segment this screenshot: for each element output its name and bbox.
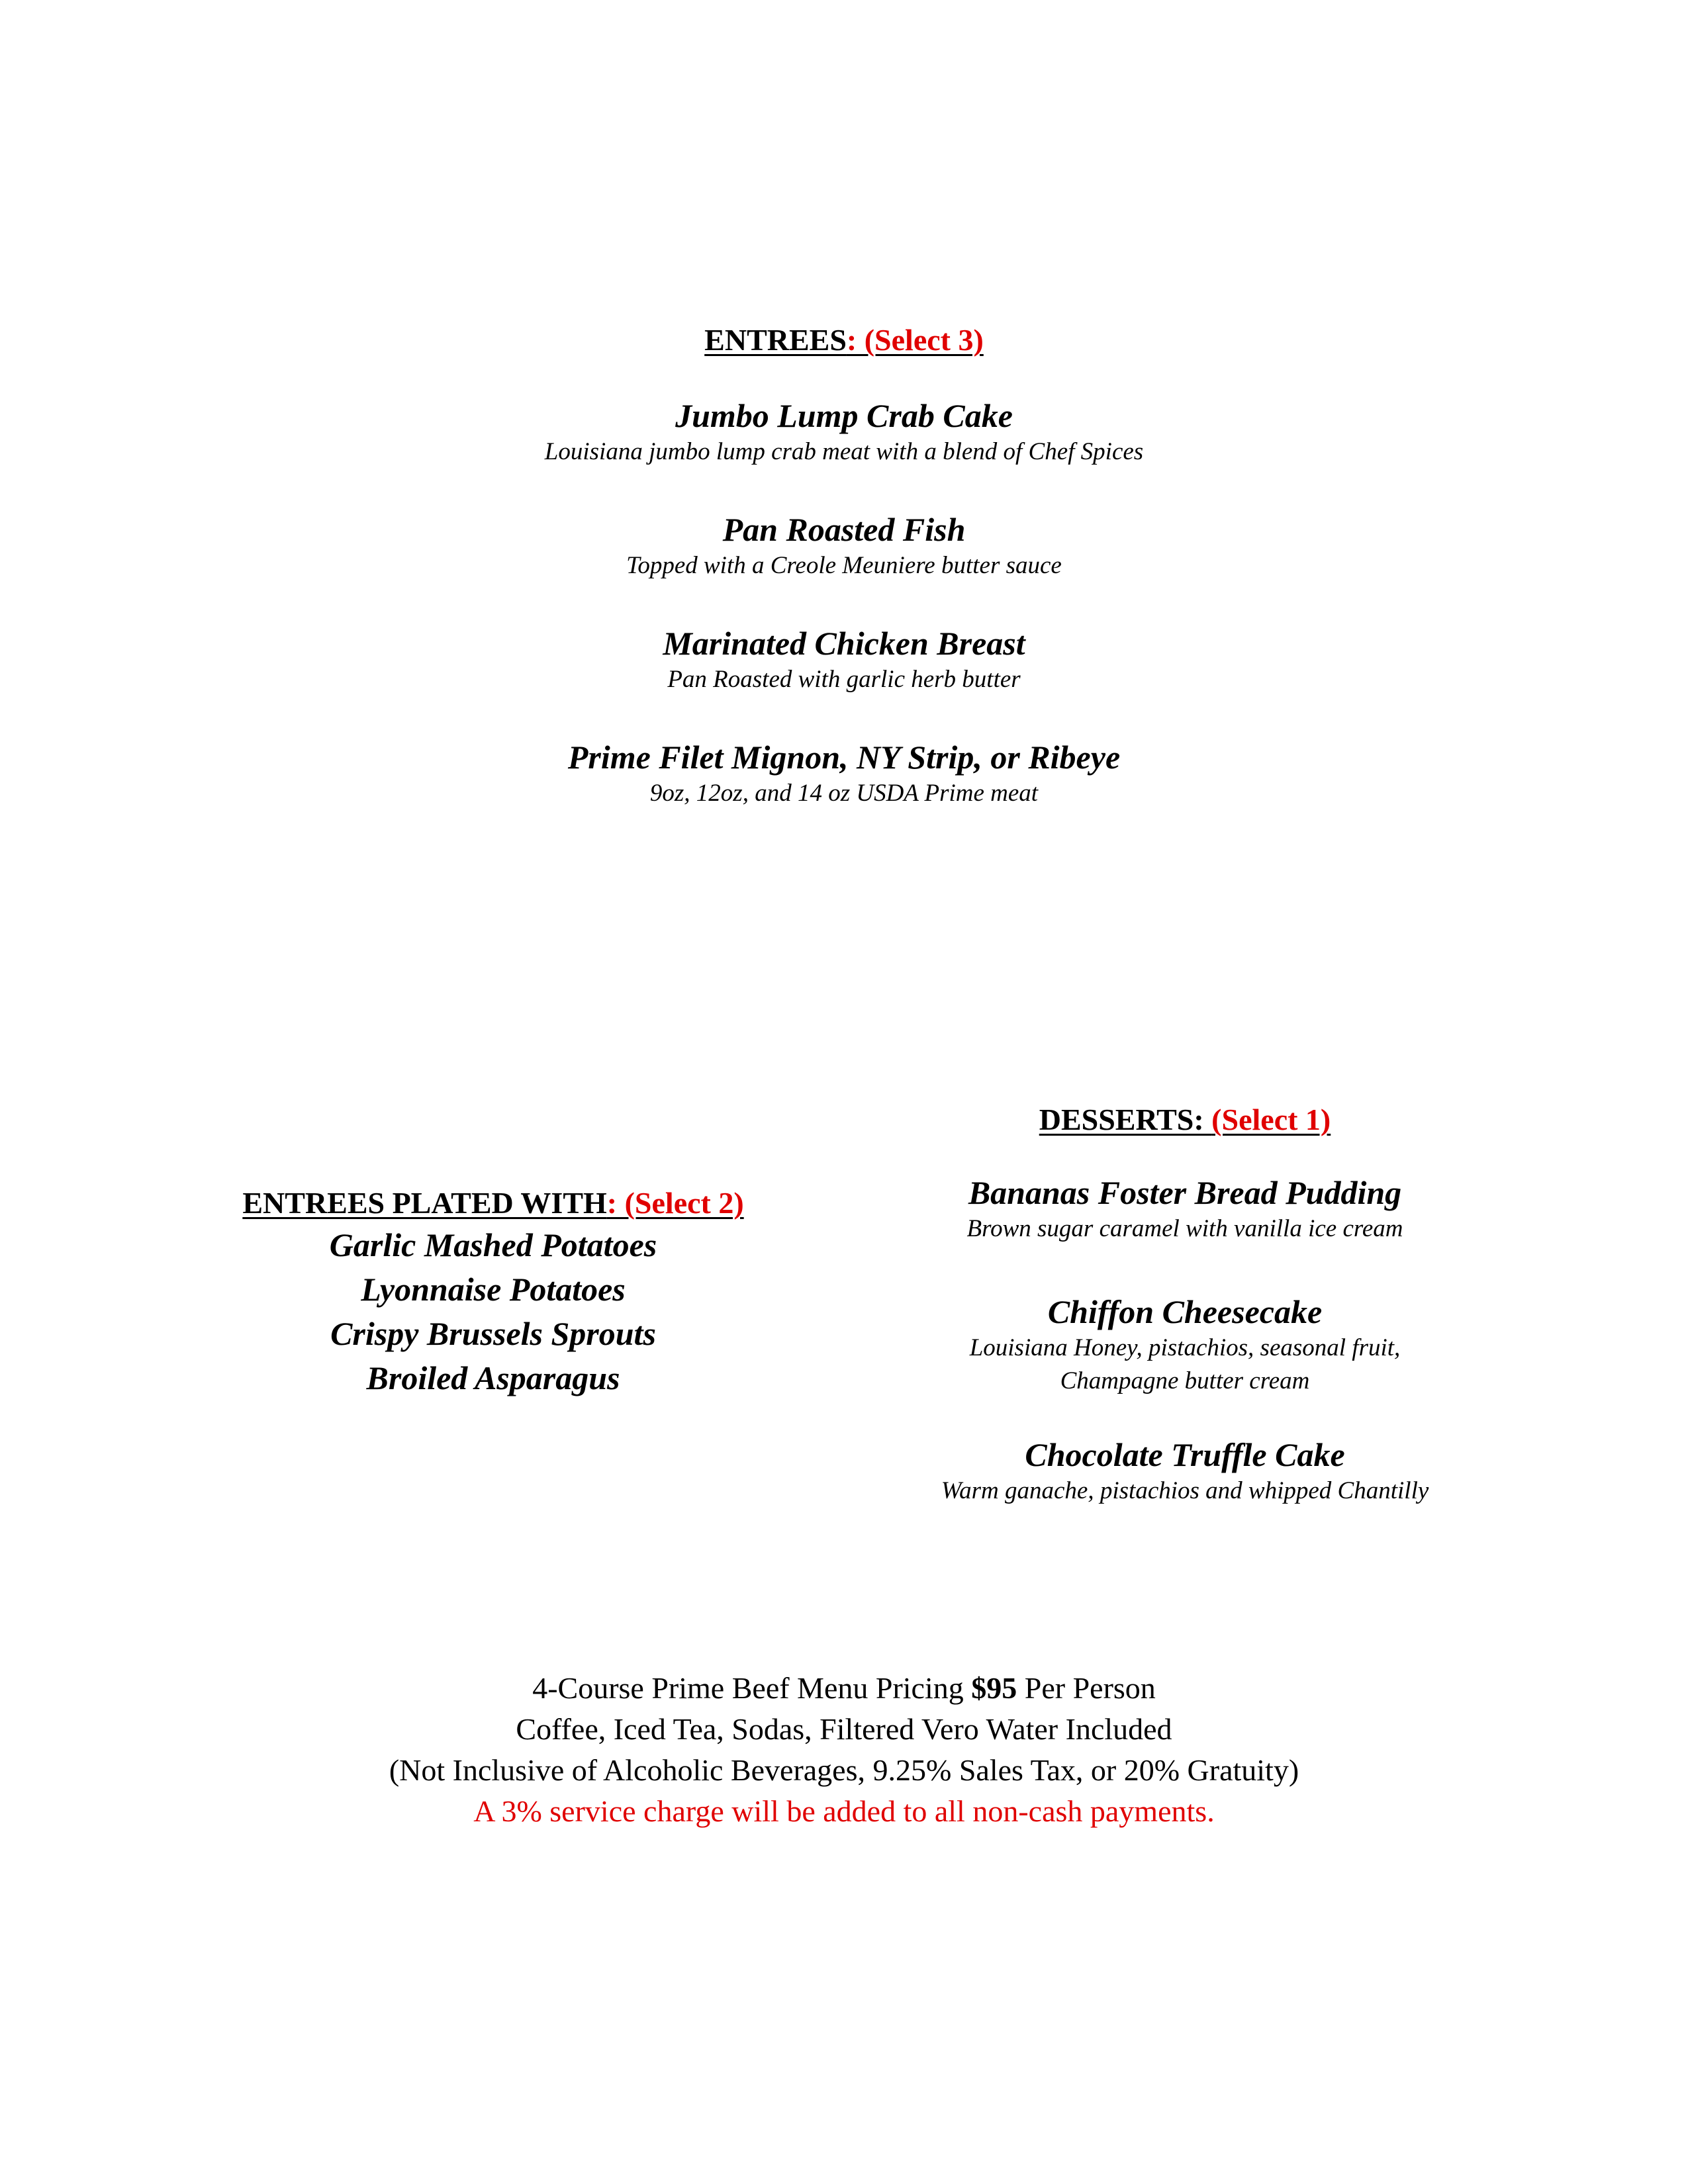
entree-item-name: Pan Roasted Fish <box>722 511 966 548</box>
entree-item <box>182 510 1506 582</box>
side-item: Lyonnaise Potatoes <box>361 1271 626 1308</box>
entrees-select-note: : (Select 3) <box>846 323 984 357</box>
sides-heading <box>132 1185 854 1222</box>
sides-list <box>132 1223 854 1400</box>
dessert-item <box>854 1435 1516 1508</box>
entree-item-desc: Topped with a Creole Meuniere butter sauce <box>626 552 1062 579</box>
desserts-heading <box>854 1101 1516 1138</box>
service-charge-line: A 3% service charge will be added to all non-cash payments. <box>473 1794 1215 1828</box>
dessert-item-name: Chocolate Truffle Cake <box>1025 1436 1345 1473</box>
side-item: Broiled Asparagus <box>366 1359 620 1396</box>
dessert-item-desc: Louisiana Honey, pistachios, seasonal fruit, <box>969 1334 1401 1361</box>
entree-item-desc: Pan Roasted with garlic herb butter <box>667 666 1021 693</box>
pricing-footer <box>182 1668 1506 1832</box>
entree-item-name: Jumbo Lump Crab Cake <box>675 397 1013 434</box>
entree-item-name: Prime Filet Mignon, NY Strip, or Ribeye <box>567 739 1121 776</box>
price-value: $95 <box>971 1671 1017 1705</box>
pricing-prefix: 4-Course Prime Beef Menu Pricing <box>532 1671 972 1705</box>
entree-item <box>182 737 1506 810</box>
dessert-item-name: Chiffon Cheesecake <box>1047 1293 1323 1330</box>
side-item: Garlic Mashed Potatoes <box>329 1226 657 1263</box>
dessert-item-desc: Warm ganache, pistachios and whipped Chantilly <box>941 1477 1429 1504</box>
pricing-suffix: Per Person <box>1017 1671 1156 1705</box>
desserts-heading-label: DESSERTS: <box>1039 1103 1212 1136</box>
dessert-item <box>854 1173 1516 1246</box>
entrees-heading <box>182 322 1506 359</box>
dessert-item-name: Bananas Foster Bread Pudding <box>968 1174 1402 1211</box>
dessert-item <box>854 1292 1516 1398</box>
desserts-section <box>854 1101 1516 1508</box>
entrees-heading-label: ENTREES <box>704 323 847 357</box>
pricing-line <box>182 1668 1506 1709</box>
entrees-section <box>182 322 1506 810</box>
entree-item-desc: 9oz, 12oz, and 14 oz USDA Prime meat <box>649 780 1039 807</box>
sides-select-note: : (Select 2) <box>606 1186 744 1220</box>
included-line: Coffee, Iced Tea, Sodas, Filtered Vero Water Included <box>516 1712 1172 1746</box>
side-item: Crispy Brussels Sprouts <box>330 1315 656 1352</box>
entree-item <box>182 623 1506 696</box>
entree-item-name: Marinated Chicken Breast <box>663 625 1025 662</box>
desserts-select-note: (Select 1) <box>1211 1103 1331 1136</box>
entree-item-desc: Louisiana jumbo lump crab meat with a blend of Chef Spices <box>544 438 1144 465</box>
exclusions-line: (Not Inclusive of Alcoholic Beverages, 9.25% Sales Tax, or 20% Gratuity) <box>389 1753 1299 1787</box>
sides-heading-label: ENTREES PLATED WITH <box>242 1186 607 1220</box>
entree-item <box>182 396 1506 469</box>
dessert-item-desc: Brown sugar caramel with vanilla ice cream <box>966 1215 1403 1242</box>
sides-section <box>132 1185 854 1400</box>
dessert-item-desc: Champagne butter cream <box>1060 1367 1310 1394</box>
